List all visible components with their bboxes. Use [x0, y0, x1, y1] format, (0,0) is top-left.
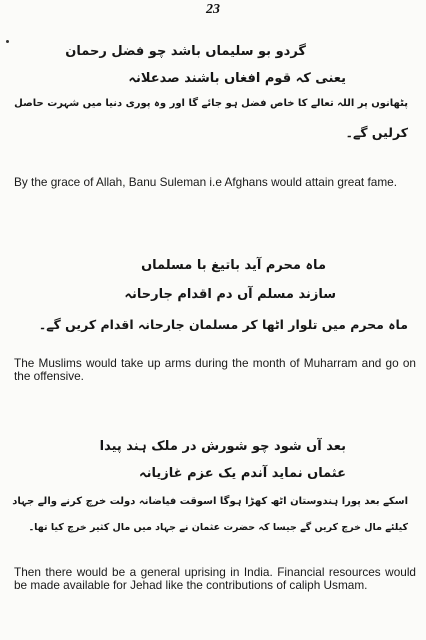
- stanza-1-english-translation: By the grace of Allah, Banu Suleman i.e Afghans would attain great fame.: [14, 175, 397, 189]
- stanza-3-urdu-prose-line-2: کیلئے مال خرچ کریں گے جیسا کہ حضرت عثمان نے جہاد میں مال کثیر خرچ کیا تھا۔: [28, 522, 408, 533]
- stanza-1-verse-line-1: گردو بو سلیماں باشد چو فضل رحمان: [65, 44, 306, 59]
- stanza-2-verse-line-1: ماہ محرم آید باتیغ با مسلماں: [141, 258, 326, 273]
- stanza-3-urdu-prose-line-1: اسکے بعد پورا ہندوستان اٹھ کھڑا ہوگا اسوقت فیاضانہ دولت خرچ کرنے والے جہاد: [12, 496, 408, 507]
- stanza-1-verse-line-2: یعنی کہ قوم افغاں باشند صدعلانہ: [128, 71, 346, 86]
- stanza-2-verse-line-2: سازند مسلم آں دم اقدام جارحانہ: [124, 287, 336, 302]
- stanza-1-urdu-prose-line-2: کرلیں گے۔: [345, 125, 408, 140]
- stanza-3-verse-line-1: بعد آں شود چو شورش در ملک ہند پیدا: [99, 439, 346, 454]
- stanza-2-english-translation: The Muslims would take up arms during the month of Muharram and go on the offensive.: [14, 356, 416, 383]
- scan-speck: [6, 40, 9, 43]
- stanza-3-verse-line-2: عثماں نماید آندم یک عزم غازیانہ: [139, 466, 346, 481]
- stanza-2-urdu-prose: ماہ محرم میں تلوار اٹھا کر مسلمان جارحانہ اقدام کریں گے۔: [38, 317, 408, 332]
- stanza-1-urdu-prose-line-1: پٹھانوں پر اللہ تعالے کا خاص فضل ہو جائے گا اور وہ پوری دنیا میں شہرت حاصل: [14, 98, 408, 109]
- stanza-3-english-translation: Then there would be a general uprising in India. Financial resources would be made available for Jehad like the contributions of caliph Usmam.: [14, 565, 416, 592]
- page-number: 23: [206, 2, 220, 17]
